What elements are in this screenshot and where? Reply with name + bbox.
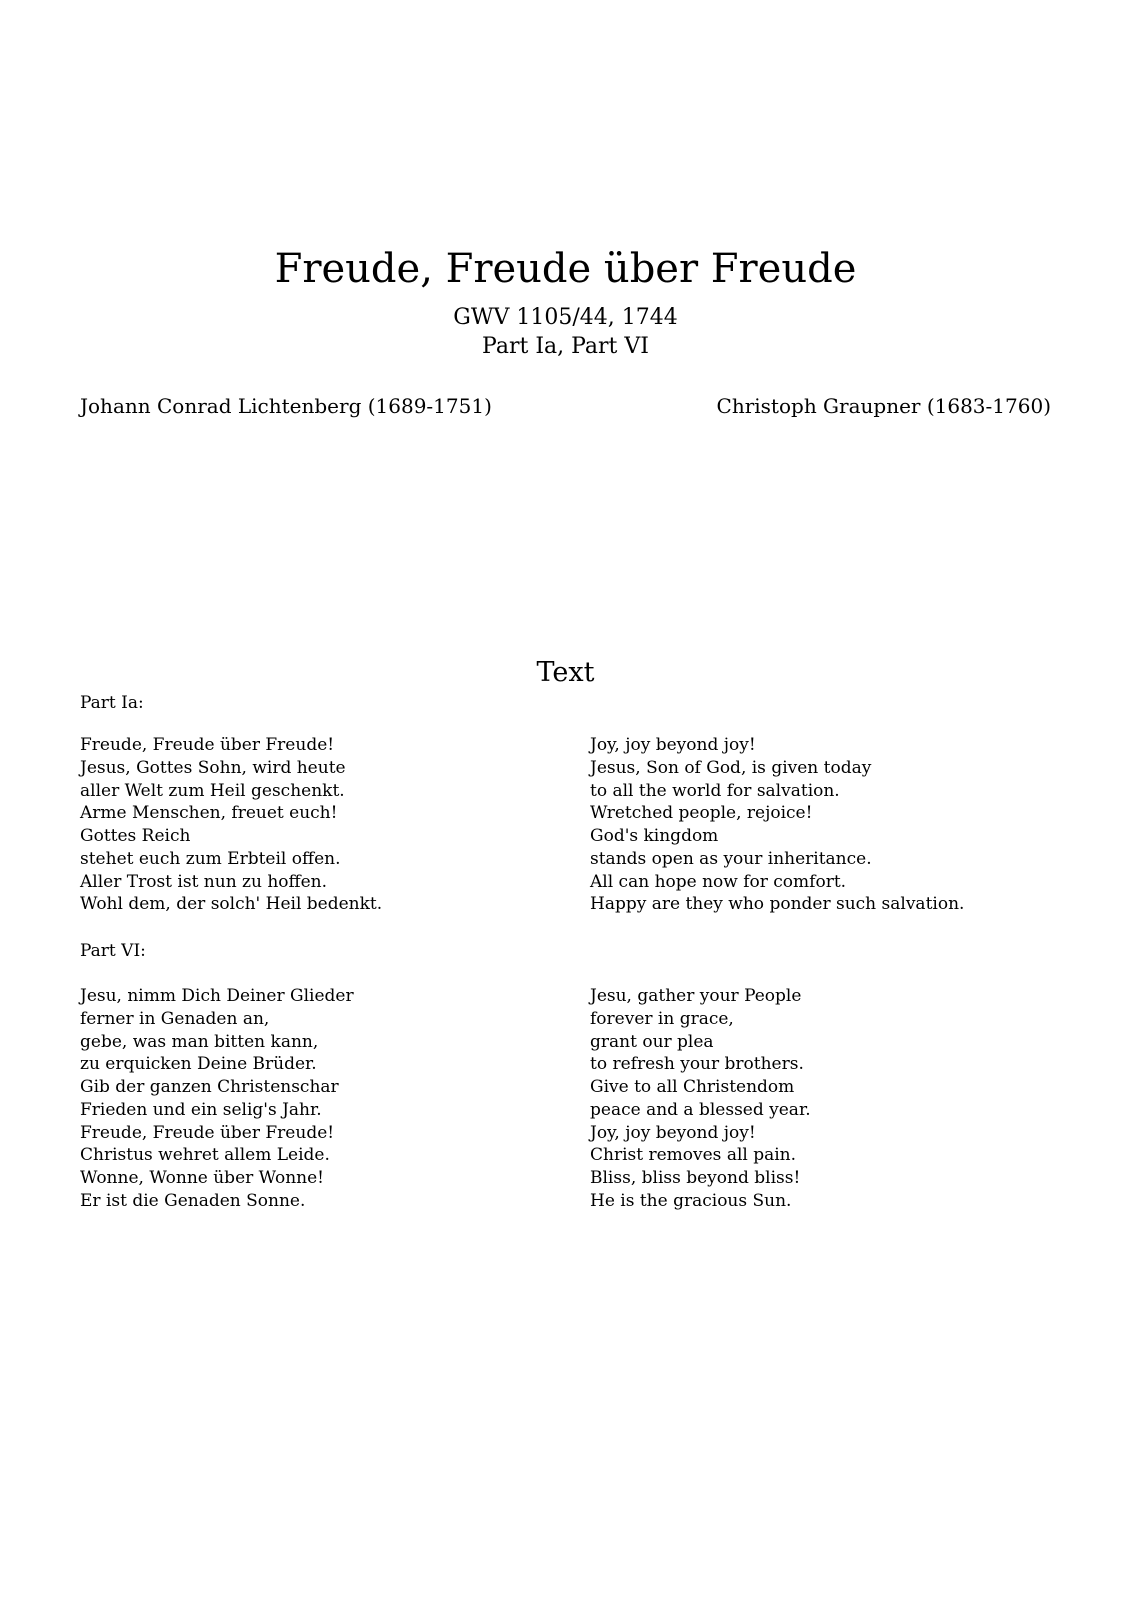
verse-line: stehet euch zum Erbteil offen. [80, 848, 341, 869]
catalog-number: GWV 1105/44, 1744 [453, 305, 678, 330]
verse-line: Joy, joy beyond joy! [590, 1122, 756, 1143]
verse-line: All can hope now for comfort. [590, 871, 847, 892]
part-vi-label: Part VI: [80, 941, 146, 961]
verse-line: Aller Trost ist nun zu hoffen. [80, 871, 328, 892]
verse-line: ferner in Genaden an, [80, 1008, 270, 1029]
verse-line: Freude, Freude über Freude! [80, 735, 335, 755]
verse-line: Happy are they who ponder such salvation. [590, 894, 965, 915]
verse-line: Er ist die Genaden Sonne. [80, 1190, 306, 1211]
verse-line: aller Welt zum Heil geschenkt. [80, 780, 345, 801]
verse-line: forever in grace, [590, 1008, 734, 1029]
verse-line: Arme Menschen, freuet euch! [80, 803, 338, 824]
part-ia-label: Part Ia: [80, 693, 144, 713]
poet-credit: Johann Conrad Lichtenberg (1689-1751) [80, 394, 492, 418]
part-vi-english-stanza [590, 985, 811, 1213]
verse-line: Bliss, bliss beyond bliss! [590, 1168, 801, 1188]
verse-line: peace and a blessed year. [590, 1099, 811, 1120]
verse-line: Joy, joy beyond joy! [590, 735, 756, 755]
verse-line: Wohl dem, der solch' Heil bedenkt. [80, 894, 383, 915]
verse-line: Christus wehret allem Leide. [80, 1145, 330, 1166]
verse-line: Freude, Freude über Freude! [80, 1122, 335, 1143]
verse-line: stands open as your inheritance. [590, 848, 872, 869]
text-heading: Text [536, 657, 595, 688]
part-ia-german-stanza [80, 734, 382, 916]
verse-line: Wonne, Wonne über Wonne! [80, 1168, 325, 1188]
part-ia-english-stanza [590, 734, 964, 916]
verse-line: to all the world for salvation. [590, 780, 840, 801]
parts-subtitle: Part Ia, Part VI [482, 334, 649, 359]
verse-line: Jesu, gather your People [590, 986, 802, 1006]
verse-line: gebe, was man bitten kann, [80, 1031, 319, 1052]
page-title: Freude, Freude über Freude [274, 246, 857, 292]
verse-line: to refresh your brothers. [590, 1054, 804, 1075]
verse-line: Jesus, Gottes Sohn, wird heute [80, 757, 346, 778]
verse-line: He is the gracious Sun. [590, 1190, 792, 1211]
verse-line: Christ removes all pain. [590, 1145, 797, 1166]
verse-line: Frieden und ein selig's Jahr. [80, 1099, 322, 1120]
verse-line: Gib der ganzen Christenschar [80, 1077, 339, 1097]
part-vi-german-stanza [80, 985, 354, 1213]
verse-line: Jesus, Son of God, is given today [590, 757, 872, 778]
verse-line: Wretched people, rejoice! [590, 803, 813, 824]
verse-line: grant our plea [590, 1031, 714, 1052]
composer-credit: Christoph Graupner (1683-1760) [716, 394, 1051, 418]
verse-line: Gottes Reich [80, 826, 191, 846]
verse-line: God's kingdom [590, 826, 719, 846]
verse-line: Give to all Christendom [590, 1077, 795, 1097]
verse-line: Jesu, nimm Dich Deiner Glieder [80, 986, 354, 1006]
verse-line: zu erquicken Deine Brüder. [80, 1054, 317, 1075]
